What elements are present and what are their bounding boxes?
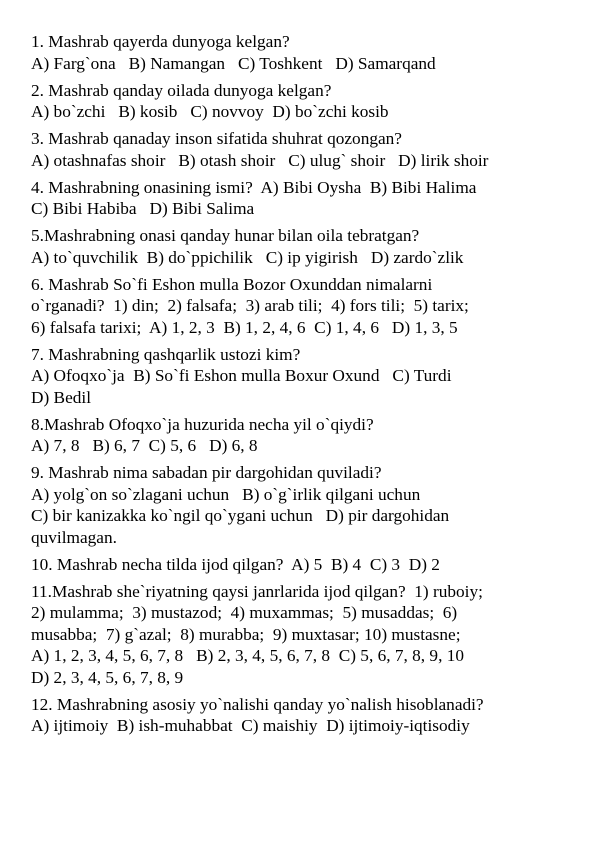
answer-options: A) otashnafas shoir B) otash shoir C) ulug` shoir D) lirik shoir xyxy=(31,150,489,170)
question-text: 4. Mashrabning onasining ismi? A) Bibi Oysha B) Bibi Halima xyxy=(31,177,477,197)
answer-options-continued: C) bir kanizakka ko`ngil qo`ygani uchun D) pir dargohidan xyxy=(31,506,450,525)
question-text: 2. Mashrab qanday oilada dunyoga kelgan? xyxy=(31,80,332,100)
answer-options: A) Farg`ona B) Namangan C) Toshkent D) Samarqand xyxy=(31,53,436,73)
question-10 xyxy=(31,554,591,576)
question-text: 1. Mashrab qayerda dunyoga kelgan? xyxy=(31,32,290,51)
question-11 xyxy=(31,581,591,689)
answer-options-continued: D) Bedil xyxy=(31,387,91,407)
question-9 xyxy=(31,462,591,548)
answer-options: A) yolg`on so`zlagani uchun B) o`g`irlik qilgani uchun xyxy=(31,484,421,504)
answer-options: A) Ofoqxo`ja B) So`fi Eshon mulla Boxur Oxund C) Turdi xyxy=(31,366,452,385)
question-12 xyxy=(31,694,591,737)
question-text-continued: musabba; 7) g`azal; 8) murabba; 9) muxtasar; 10) mustasne; xyxy=(31,624,461,644)
answer-options-continued: D) 2, 3, 4, 5, 6, 7, 8, 9 xyxy=(31,667,184,687)
answer-options: A) 7, 8 B) 6, 7 C) 5, 6 D) 6, 8 xyxy=(31,436,258,455)
answer-options: C) Bibi Habiba D) Bibi Salima xyxy=(31,199,255,218)
document-page xyxy=(31,31,591,742)
question-text-continued: 2) mulamma; 3) mustazod; 4) muxammas; 5) musaddas; 6) xyxy=(31,603,458,622)
question-text: 11.Mashrab she`riyatning qaysi janrlarida ijod qilgan? 1) ruboiy; xyxy=(31,581,483,601)
question-text: 9. Mashrab nima sabadan pir dargohidan quviladi? xyxy=(31,463,382,482)
answer-options: A) bo`zchi B) kosib C) novvoy D) bo`zchi kosib xyxy=(31,102,389,121)
question-4 xyxy=(31,177,591,220)
answer-options: A) ijtimoiy B) ish-muhabbat C) maishiy D) ijtimoiy-iqtisodiy xyxy=(31,716,470,735)
question-text: 10. Mashrab necha tilda ijod qilgan? A) 5 B) 4 C) 3 D) 2 xyxy=(31,554,440,574)
question-text: 5.Mashrabning onasi qanday hunar bilan oila tebratgan? xyxy=(31,226,420,245)
question-text: 6. Mashrab So`fi Eshon mulla Bozor Oxunddan nimalarni xyxy=(31,274,433,294)
answer-options: 6) falsafa tarixi; A) 1, 2, 3 B) 1, 2, 4, 6 C) 1, 4, 6 D) 1, 3, 5 xyxy=(31,317,458,337)
question-text-continued: o`rganadi? 1) din; 2) falsafa; 3) arab tili; 4) fors tili; 5) tarix; xyxy=(31,296,469,315)
answer-options: A) to`quvchilik B) do`ppichilik C) ip yigirish D) zardo`zlik xyxy=(31,247,464,267)
answer-options-continued: quvilmagan. xyxy=(31,527,117,547)
answer-options: A) 1, 2, 3, 4, 5, 6, 7, 8 B) 2, 3, 4, 5, 6, 7, 8 C) 5, 6, 7, 8, 9, 10 xyxy=(31,646,464,665)
question-6 xyxy=(31,274,591,339)
question-8 xyxy=(31,414,591,457)
question-text: 7. Mashrabning qashqarlik ustozi kim? xyxy=(31,344,301,364)
question-text: 3. Mashrab qanaday inson sifatida shuhrat qozongan? xyxy=(31,129,402,148)
question-7 xyxy=(31,344,591,409)
question-5 xyxy=(31,225,591,268)
question-text: 12. Mashrabning asosiy yo`nalishi qanday yo`nalish hisoblanadi? xyxy=(31,694,484,714)
question-3 xyxy=(31,128,591,171)
question-text: 8.Mashrab Ofoqxo`ja huzurida necha yil o`qiydi? xyxy=(31,414,374,434)
question-1 xyxy=(31,31,591,74)
question-2 xyxy=(31,80,591,123)
